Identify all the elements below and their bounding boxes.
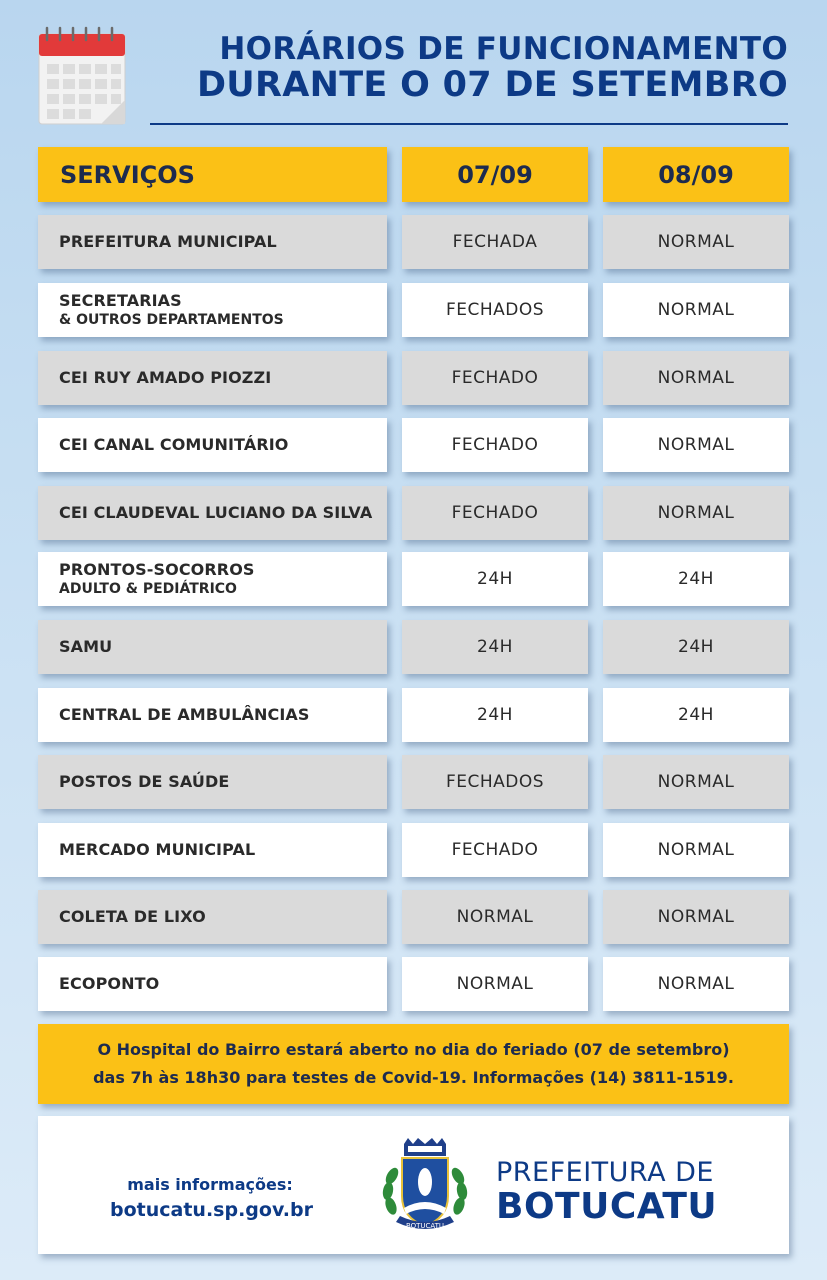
table-row-service [38, 688, 387, 742]
status-value: 24H [477, 569, 513, 589]
service-name: CEI RUY AMADO PIOZZI [59, 368, 272, 387]
table-cell-day-1 [402, 890, 588, 944]
table-row-service [38, 351, 387, 405]
table-cell-day-2 [603, 688, 789, 742]
status-value: NORMAL [657, 974, 735, 994]
more-info [110, 1174, 313, 1224]
status-value: NORMAL [657, 907, 735, 927]
service-name: SECRETARIAS [59, 291, 182, 310]
table-cell-day-2 [603, 418, 789, 472]
table-row-service [38, 755, 387, 809]
table-row-service [38, 215, 387, 269]
title-line-2: DURANTE O 07 DE SETEMBRO [196, 65, 788, 105]
service-name: MERCADO MUNICIPAL [59, 840, 256, 859]
footer [38, 1116, 789, 1254]
status-value: 24H [678, 705, 714, 725]
website-link[interactable]: botucatu.sp.gov.br [110, 1199, 313, 1221]
service-name: PRONTOS-SOCORROS [59, 560, 255, 579]
table-cell-day-2 [603, 486, 789, 540]
table-cell-day-2 [603, 552, 789, 606]
table-cell-day-2 [603, 755, 789, 809]
header-day-1-label: 07/09 [457, 160, 533, 189]
status-value: FECHADO [451, 368, 539, 388]
header [0, 0, 827, 130]
title-divider [150, 123, 788, 125]
table-cell-day-2 [603, 890, 789, 944]
status-value: 24H [678, 637, 714, 657]
service-subtitle: ADULTO & PEDIÁTRICO [59, 581, 237, 597]
status-value: 24H [477, 705, 513, 725]
notice-line-2: das 7h às 18h30 para testes de Covid-19. Informações (14) 3811-1519. [93, 1068, 734, 1087]
covid-test-notice [38, 1024, 789, 1104]
service-name: CENTRAL DE AMBULÂNCIAS [59, 705, 310, 724]
table-cell-day-1 [402, 215, 588, 269]
table-cell-day-1 [402, 351, 588, 405]
service-name: CEI CLAUDEVAL LUCIANO DA SILVA [59, 503, 373, 522]
service-subtitle: & OUTROS DEPARTAMENTOS [59, 312, 284, 328]
table-cell-day-2 [603, 283, 789, 337]
table-cell-day-1 [402, 823, 588, 877]
table-cell-day-1 [402, 755, 588, 809]
header-services [38, 147, 387, 202]
status-value: NORMAL [657, 300, 735, 320]
status-value: FECHADO [451, 840, 539, 860]
table-row-service [38, 957, 387, 1011]
service-name: ECOPONTO [59, 974, 160, 993]
header-services-label: SERVIÇOS [60, 160, 195, 189]
table-row-service [38, 552, 387, 606]
notice-line-1: O Hospital do Bairro estará aberto no dia do feriado (07 de setembro) [97, 1040, 730, 1059]
page-title [150, 32, 788, 104]
header-day-1 [402, 147, 588, 202]
header-day-2 [603, 147, 789, 202]
table-row-service [38, 418, 387, 472]
table-row-service [38, 620, 387, 674]
status-value: NORMAL [456, 907, 534, 927]
status-value: FECHADA [452, 232, 538, 252]
title-line-1: HORÁRIOS DE FUNCIONAMENTO [219, 31, 788, 67]
table-cell-day-1 [402, 620, 588, 674]
service-name: PREFEITURA MUNICIPAL [59, 232, 277, 251]
status-value: 24H [477, 637, 513, 657]
table-cell-day-2 [603, 823, 789, 877]
service-name: SAMU [59, 637, 113, 656]
service-name: CEI CANAL COMUNITÁRIO [59, 435, 289, 454]
status-value: FECHADOS [445, 772, 545, 792]
service-name: COLETA DE LIXO [59, 907, 206, 926]
brand-line-2: BOTUCATU [496, 1186, 718, 1227]
crest-text: BOTUCATU [405, 1222, 445, 1230]
table-cell-day-1 [402, 957, 588, 1011]
more-info-label: mais informações: [127, 1175, 293, 1194]
status-value: 24H [678, 569, 714, 589]
table-row-service [38, 486, 387, 540]
status-value: FECHADOS [445, 300, 545, 320]
city-crest-logo [378, 1136, 472, 1236]
table-cell-day-2 [603, 957, 789, 1011]
table-cell-day-1 [402, 283, 588, 337]
status-value: NORMAL [657, 435, 735, 455]
prefeitura-brand [496, 1158, 717, 1226]
service-name: POSTOS DE SAÚDE [59, 772, 230, 791]
table-cell-day-1 [402, 552, 588, 606]
status-value: NORMAL [456, 974, 534, 994]
status-value: NORMAL [657, 232, 735, 252]
table-cell-day-1 [402, 486, 588, 540]
table-cell-day-1 [402, 688, 588, 742]
table-row-service [38, 823, 387, 877]
status-value: NORMAL [657, 503, 735, 523]
table-cell-day-2 [603, 620, 789, 674]
calendar-icon [37, 24, 129, 126]
header-day-2-label: 08/09 [658, 160, 734, 189]
status-value: FECHADO [451, 435, 539, 455]
brand-line-1: PREFEITURA DE [496, 1157, 714, 1188]
status-value: NORMAL [657, 772, 735, 792]
table-row-service [38, 890, 387, 944]
table-row-service [38, 283, 387, 337]
table-cell-day-2 [603, 215, 789, 269]
table-cell-day-1 [402, 418, 588, 472]
table-cell-day-2 [603, 351, 789, 405]
status-value: FECHADO [451, 503, 539, 523]
status-value: NORMAL [657, 368, 735, 388]
status-value: NORMAL [657, 840, 735, 860]
